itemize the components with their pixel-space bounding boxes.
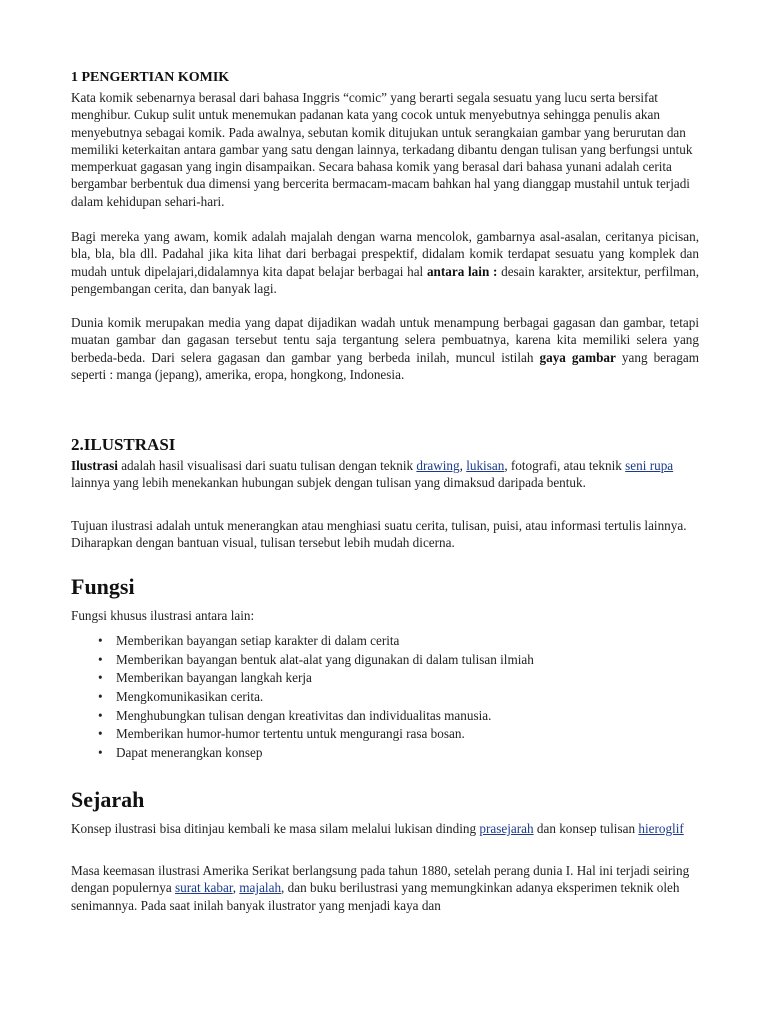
text: Konsep ilustrasi bisa ditinjau kembali ke masa silam melalui lukisan dinding (71, 821, 480, 836)
list-item-text: Memberikan bayangan bentuk alat-alat yang digunakan di dalam tulisan ilmiah (116, 651, 534, 667)
bullet-dot: • (98, 726, 103, 742)
text: lainnya yang lebih menekankan hubungan subjek dengan tulisan yang dimaksud daripada bentuk. (71, 475, 586, 491)
list-item (71, 669, 671, 688)
text: adalah hasil visualisasi dari suatu tulisan dengan teknik (117, 458, 417, 473)
bullet-dot: • (98, 670, 103, 686)
heading-sejarah: Sejarah (71, 787, 145, 812)
paragraph-sejarah-konsep (71, 820, 699, 837)
text: yang beragam seperti : manga (jepang), amerika, eropa, hongkong, Indonesia. (71, 349, 699, 382)
bullet-dot: • (98, 707, 103, 723)
text: Masa keemasan ilustrasi Amerika Serikat berlangsung pada tahun 1880, setelah perang dunia I. Hal ini terjadi seiring dengan populernya (71, 863, 690, 896)
link-drawing[interactable]: drawing (416, 458, 460, 473)
list-item-text: Memberikan bayangan setiap karakter di dalam cerita (116, 633, 400, 648)
list-item (71, 744, 671, 763)
list-item (71, 651, 671, 670)
heading-fungsi: Fungsi (71, 574, 135, 599)
bold-gaya-gambar: gaya gambar (539, 349, 616, 365)
list-item-text: Memberikan humor-humor tertentu untuk mengurangi rasa bosan. (116, 726, 465, 742)
bold-ilustrasi: Ilustrasi (71, 458, 118, 473)
link-hieroglif[interactable]: hieroglif (638, 821, 684, 836)
fungsi-list (71, 632, 671, 763)
link-lukisan[interactable]: lukisan (466, 458, 505, 473)
heading-pengertian-komik: 1 PENGERTIAN KOMIK (71, 70, 230, 85)
bullet-dot: • (98, 633, 103, 648)
link-seni-rupa[interactable]: seni rupa (625, 458, 674, 473)
paragraph-masa-keemasan (71, 862, 699, 914)
text: , (459, 458, 467, 473)
link-surat-kabar[interactable]: surat kabar (175, 880, 233, 896)
list-item-text: Dapat menerangkan konsep (116, 745, 263, 761)
paragraph-fungsi-intro: Fungsi khusus ilustrasi antara lain: (71, 608, 255, 623)
text: dan konsep tulisan (533, 821, 639, 836)
text: desain karakter, arsitektur, perfilman, pengembangan cerita, dan banyak lagi. (71, 263, 700, 296)
bold-antara-lain: antara lain : (426, 263, 498, 279)
bullet-dot: • (98, 651, 103, 667)
list-item-text: Menghubungkan tulisan dengan kreativitas dan individualitas manusia. (116, 707, 492, 723)
list-item (71, 632, 671, 651)
text: Bagi mereka yang awam, komik adalah majalah dengan warna mencolok, gambarnya asal-asalan, ceritanya picisan, bla, bla, bla dll. Padahal jika kita lihat dari berbagai prespektif, didalam komik terdapat sesuatu yang komplek dan mudah untuk dipelajari,didalamnya kita dapat belajar berbagai hal (71, 229, 699, 279)
heading-ilustrasi: 2.ILUSTRASI (71, 435, 176, 454)
list-item (71, 725, 671, 744)
text: , fotografi, atau teknik (504, 458, 626, 473)
text: , (232, 880, 240, 896)
paragraph-tujuan-ilustrasi: Tujuan ilustrasi adalah untuk menerangkan atau menghiasi suatu cerita, tulisan, puisi, atau informasi tertulis lainnya. Diharapkan dengan bantuan visual, tulisan tersebut lebih mudah dicerna. (71, 518, 687, 551)
text: , dan buku berilustrasi yang memungkinkan adanya eksperimen teknik oleh senimannya. Pada saat inilah banyak ilustrator yang menjadi kaya dan (71, 880, 680, 913)
list-item-text: Memberikan bayangan langkah kerja (116, 670, 312, 686)
link-majalah[interactable]: majalah (239, 880, 282, 896)
paragraph-ilustrasi-definisi (71, 457, 699, 492)
list-item (71, 707, 671, 726)
list-item (71, 688, 671, 707)
link-prasejarah[interactable]: prasejarah (479, 821, 534, 836)
list-item-text: Mengkomunikasikan cerita. (116, 689, 264, 705)
bullet-dot: • (98, 745, 103, 761)
bullet-dot: • (98, 689, 103, 705)
text: Dunia komik merupakan media yang dapat dijadikan wadah untuk menampung berbagai gagasan dan gambar, tetapi muatan gambar dan gagasan tersebut tentu saja tergantung selera pembuatnya, karena kita memiliki selera yang berbeda-beda. Dari selera gagasan dan gambar yang berbeda inilah, muncul istilah (71, 315, 699, 365)
paragraph-dunia-komik (71, 314, 699, 383)
paragraph-definisi-komik: Kata komik sebenarnya berasal dari bahasa Inggris “comic” yang berarti segala sesuatu yang lucu serta bersifat menghibur. Cukup sulit untuk menemukan padanan kata yang cocok untuk menyebutnya sehingga penulis akan menyebutnya sebagai komik. Pada awalnya, sebutan komik ditujukan untuk serangkaian gambar yang berurutan dan memiliki keterkaitan antara gambar yang satu dengan lainnya, terkadang dibantu dengan tulisan yang berfungsi untuk memperkuat gagasan yang ingin disampaikan. Secara bahasa komik yang berasal dari bahasa yunani adalah cerita bergambar berbentuk dua dimensi yang bercerita bermacam-macam bahkan hal yang dianggap mustahil untuk terjadi dalam kehidupan sehari-hari. (71, 90, 693, 209)
paragraph-awam (71, 228, 699, 297)
